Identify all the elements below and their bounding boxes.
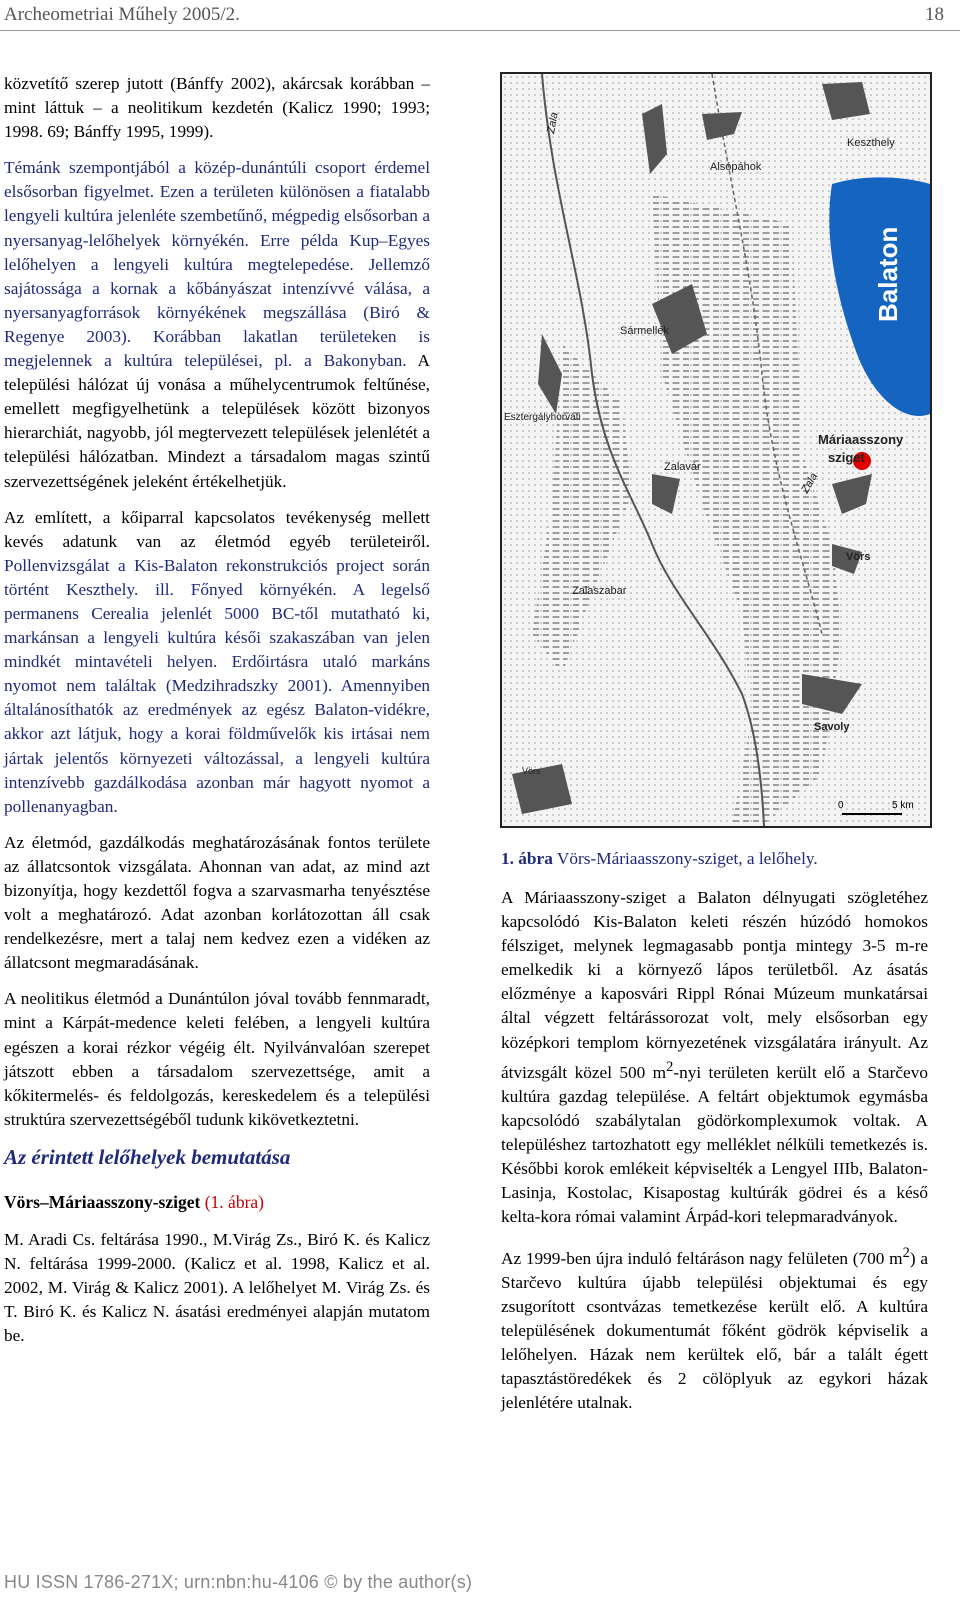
page-footer: HU ISSN 1786-271X; urn:nbn:hu-4106 © by the author(s)	[4, 1572, 473, 1592]
text-span: Az életmód, gazdálkodás meghatározásának fontos területe az állatcsontok vizsgálata.	[4, 832, 430, 876]
map-label: Sármellék	[620, 325, 669, 337]
map-label: Vörs	[522, 766, 541, 776]
map-label: Savoly	[814, 721, 850, 733]
text-span: Házak nem kerültek elő, bár a talált égett tapasztástöredékek és 2 cölöplyuk az egykori házak jelenlétére utalnak.	[501, 1345, 928, 1413]
text-span: A legelső permanens Cerealia jelenlét 5000 BC-től mutatható ki, markánsan a lengyeli kultúra késői szakaszában van jelen mindkét mintavételi helyen.	[4, 579, 430, 672]
figure-number: 1. ábra	[501, 849, 553, 868]
site-heading	[4, 1190, 430, 1214]
page-header	[4, 4, 944, 28]
paragraph	[501, 1241, 928, 1415]
section-heading: Az érintett lelőhelyek bemutatása	[4, 1144, 291, 1169]
scale-bar-label: 5 km	[892, 800, 914, 811]
text-span: A településhez tartozhatott egy melléklet nélküli temetkezés is.	[501, 1110, 928, 1154]
map-drawing	[502, 74, 930, 826]
text-span: A Máriaasszony-sziget a Balaton délnyugati szögletéhez kapcsolódó Kis-Balaton keleti részén húzódó homokos félsziget, melynek legmagasabb pontja mintegy 3-5 m-re emelkedik ki a környező lápos területből.	[501, 888, 928, 980]
text-span: A kultúra településének dokumentumát főként gödrök képviselik a lelőhelyen.	[501, 1297, 928, 1365]
text-span: Nyilvánvalóan szerepet játszott ebben a társadalom szervezettsége, amit a kőkitermelés- és feldolgozás, kereskedelem és a települési struktúra szervezettségéből tudunk kikövetkeztetni.	[4, 1037, 430, 1129]
map-label: Zala	[545, 111, 561, 135]
text-span: Témánk szempontjából a közép-dunántúli csoport érdemel elsősorban figyelmet.	[4, 158, 430, 202]
paragraph	[4, 506, 430, 819]
text-span: Az 1999-ben újra induló feltáráson nagy felületen (700 m	[501, 1248, 903, 1268]
text-span: A települési hálózat új vonása a műhelycentrumok feltűnése, emellett megfigyelhetünk a települések között bizonyos hierarchiát, nagyobb, jól megtervezett települések jelenlétét a települési hálózatban. Mindezt a társadalom magas szintű szervezettségének jeleként értékelhetjük.	[4, 351, 430, 491]
figure-caption	[501, 849, 931, 869]
paragraph: közvetítő szerep jutott (Bánffy 2002), akárcsak korábban – mint láttuk – a neolitikum kezdetén (Kalicz 1990; 1993; 1998. 69; Bánffy 1995, 1999).	[4, 74, 430, 142]
text-span: Ahonnan van adat, az mind azt bizonyítja, hogy kezdettől fogva a szarvasmarha tenyésztése volt a meghatározó.	[4, 856, 430, 925]
figure-reference-link[interactable]: (1. ábra)	[204, 1191, 265, 1212]
paragraph	[4, 831, 430, 976]
map-label: Zala	[799, 470, 821, 496]
map-label: Vörs	[846, 551, 871, 563]
site-map-figure	[500, 72, 932, 828]
text-span: ) a Starčevo kultúra újabb települési objektumai és egy zsugorított csontvázas temetkezése került elő.	[501, 1248, 928, 1317]
figure-caption-text: Vörs-Máriaasszony-sziget, a lelőhely.	[552, 849, 818, 868]
paragraph	[4, 987, 430, 1132]
text-span: Későbbi korok emlékeit képviselték a Lengyel IIIb, Balaton-Lasinja, Kostolac, Kisapostag kultúrák gödrei és a késő kelta-kora római valamint Árpád-kori telepmaradványok.	[501, 1158, 928, 1226]
text-span: Adat azonban korlátozottan áll csak rendelkezésre, mert a talaj nem kedvez ezen a vidéken az állatcsont megmaradásának.	[4, 905, 431, 973]
text-span: A feltárt objektumok egymásba kapcsolódó szabálytalan gödörkomplexumok voltak.	[501, 1086, 928, 1130]
text-span: Ezen a területen különösen a fiatalabb lengyeli kultúra jelenléte szembetűnő, mégpedig elsősorban a nyersanyag-lelőhelyek környékén. Erre példa Kup–Egyes lelőhelyen a lengyeli kultúra megtelepedése. Jellemző sajátossága a kornak a kőbányászat intenzívvé válása, a nyersanyagforrások környékének megszállása (Biró & Regenye 2003). Korábban lakatlan területeken is megjelennek a kultúra települései, pl. a Bakonyban.	[4, 182, 430, 371]
text-span: Erdőirtásra utaló markáns nyomot nem találtak (Medzihradszky 2001).	[4, 652, 430, 696]
paragraph	[4, 1228, 430, 1348]
site-name: Vörs–Máriaasszony-sziget	[4, 1191, 201, 1212]
journal-title: Archeometriai Műhely 2005/2.	[4, 4, 240, 25]
map-label-lake: Balaton	[873, 226, 903, 322]
map-label: Esztergályhorváti	[504, 412, 581, 423]
right-column	[501, 886, 928, 1428]
text-span: A neolitikus életmód a Dunántúlon jóval tovább fennmaradt, mint a Kárpát-medence keleti felében, a lengyeli kultúra egészen a korai rézkor végéig élt.	[4, 989, 430, 1057]
text-span: Az ásatás előzménye a kaposvári Rippl Rónai Múzeum munkatársai által végzett feltárássorozat volt, mely elsősorban egy középkori templom környezetének vizsgálatára irányult.	[501, 960, 928, 1052]
page-number: 18	[925, 4, 944, 25]
text-span: A lelőhelyet M. Virág Zs. és T. Biró K. és Kalicz N. ásatási eredményei alapján mutatom be.	[4, 1278, 431, 1346]
text-span: Amennyiben általánosíthatók az eredmények az egész Balaton-vidékre, akkor azt látjuk, hogy a korai földművelők kis irtásai nem jártak jelentős környezeti változással, a lengyeli kultúra intenzívebb gazdálkodása azonban már hagyott nyomot a pollenanyagban.	[4, 676, 430, 816]
text-span: Az átvizsgált közel 500 m	[501, 1032, 928, 1082]
map-label: Máriaasszony	[818, 432, 904, 447]
map-label: sziget	[828, 450, 865, 465]
header-rule	[0, 30, 960, 31]
superscript: 2	[666, 1058, 674, 1075]
paragraph	[4, 156, 430, 493]
map-label: Keszthely	[847, 137, 895, 149]
scale-bar-label: 0	[838, 800, 844, 811]
map-label: Zalaszabar	[572, 585, 627, 597]
text-span: Pollenvizsgálat a Kis-Balaton rekonstrukciós project során történt Keszthely. ill. Főnyed környékén.	[4, 555, 430, 599]
text-span: Az említett, a kőiparral kapcsolatos tevékenység mellett kevés adatunk van az életmód egyéb területeiről.	[4, 507, 430, 551]
map-label: Zalavár	[664, 461, 701, 473]
text-span: M. Aradi Cs. feltárása 1990., M.Virág Zs., Biró K. és Kalicz N. feltárása 1999-2000.	[4, 1230, 430, 1274]
text-span: (Kalicz et al. 1998, Kalicz et al. 2002, M. Virág & Kalicz 2001).	[4, 1254, 430, 1298]
left-column	[4, 72, 430, 1361]
paragraph	[501, 886, 928, 1229]
text-span: -nyi területen került elő a Starčevo kultúra gazdag települése.	[501, 1062, 928, 1106]
map-label: Alsópáhok	[710, 161, 762, 173]
superscript: 2	[902, 1245, 910, 1262]
